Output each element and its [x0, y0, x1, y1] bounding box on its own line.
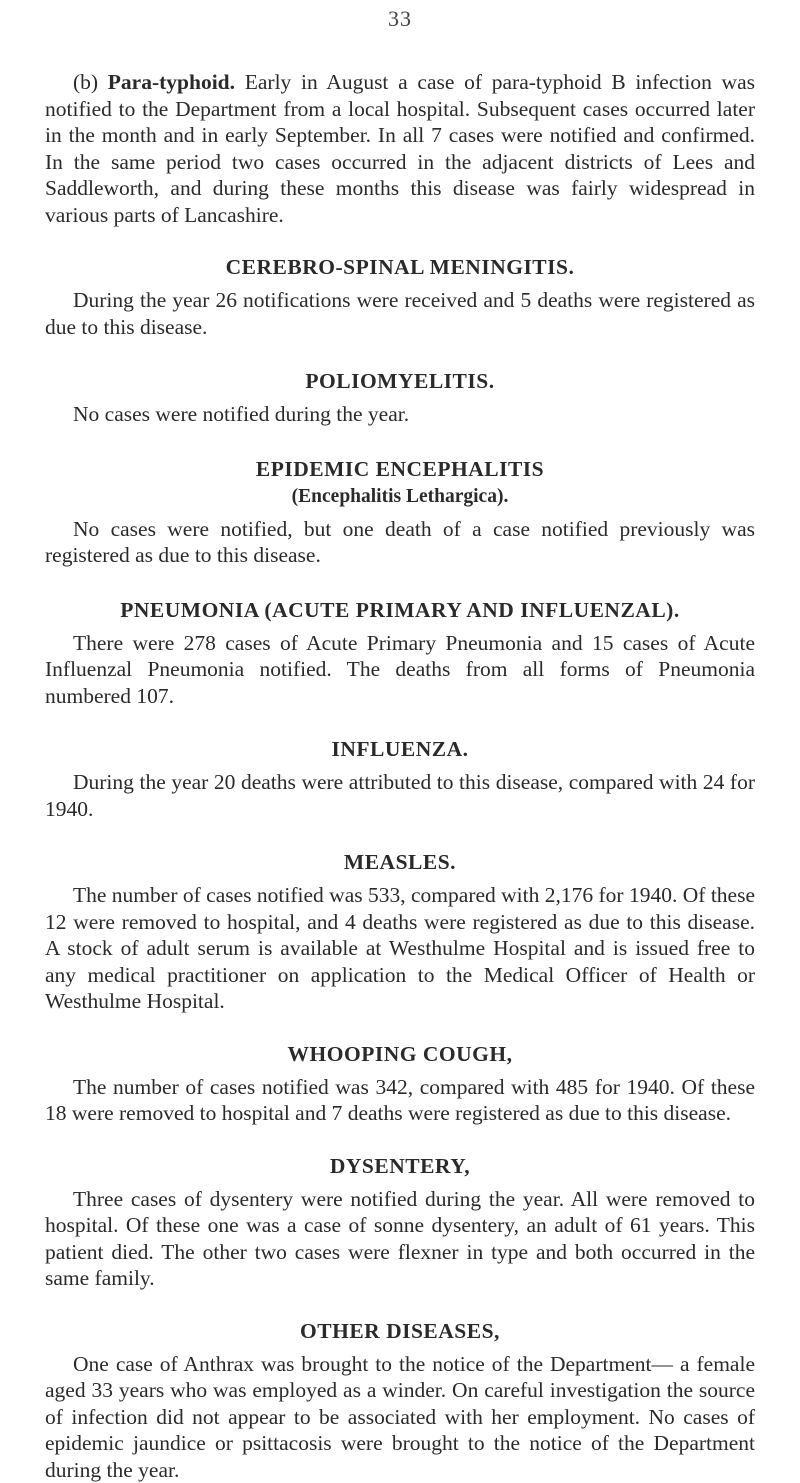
- paratyphoid-label: (b): [73, 70, 108, 94]
- encephalitis-heading: EPIDEMIC ENCEPHALITIS: [45, 456, 755, 482]
- paratyphoid-paragraph: [45, 69, 755, 228]
- meningitis-paragraph: During the year 26 notifications were received and 5 deaths were registered as due to this disease.: [45, 287, 755, 340]
- meningitis-heading: CEREBRO-SPINAL MENINGITIS.: [45, 254, 755, 280]
- measles-paragraph: The number of cases notified was 533, compared with 2,176 for 1940. Of these 12 were removed to hospital, and 4 deaths were registered as due to this disease. A stock of adult serum is available at Westhulme Hospital and is issued free to any medical practitioner on application to the Medical Officer of Health or Westhulme Hospital.: [45, 882, 755, 1015]
- dysentery-heading: DYSENTERY,: [45, 1153, 755, 1179]
- measles-heading: MEASLES.: [45, 849, 755, 875]
- influenza-heading: INFLUENZA.: [45, 736, 755, 762]
- pneumonia-heading: PNEUMONIA (ACUTE PRIMARY AND INFLUENZAL).: [45, 597, 755, 623]
- dysentery-paragraph: Three cases of dysentery were notified during the year. All were removed to hospital. Of these one was a case of sonne dysentery, an adult of 61 years. This patient died. The other two cases were flexner in type and both occurred in the same family.: [45, 1186, 755, 1292]
- whooping-cough-heading: WHOOPING COUGH,: [45, 1041, 755, 1067]
- page-number: 33: [45, 6, 755, 36]
- encephalitis-subheading: (Encephalitis Lethargica).: [45, 484, 755, 510]
- document-page: [45, 0, 755, 1483]
- encephalitis-paragraph: No cases were notified, but one death of a case notified previously was registered as due to this disease.: [45, 516, 755, 569]
- other-diseases-paragraph: One case of Anthrax was brought to the notice of the Department— a female aged 33 years who was employed as a winder. On careful investigation the source of infection did not appear to be associated with her employment. No cases of epidemic jaundice or psittacosis were brought to the notice of the Department during the year.: [45, 1351, 755, 1483]
- pneumonia-paragraph: There were 278 cases of Acute Primary Pneumonia and 15 cases of Acute Influenzal Pneumonia notified. The deaths from all forms of Pneumonia numbered 107.: [45, 630, 755, 710]
- poliomyelitis-heading: POLIOMYELITIS.: [45, 368, 755, 394]
- whooping-cough-paragraph: The number of cases notified was 342, compared with 485 for 1940. Of these 18 were removed to hospital and 7 deaths were registered as due to this disease.: [45, 1074, 755, 1127]
- paratyphoid-text: Early in August a case of para-typhoid B infection was notified to the Department from a local hospital. Subsequent cases occurred later in the month and in early September. In all 7 cases were notified and confirmed. In the same period two cases occurred in the adjacent districts of Lees and Saddleworth, and during these months this disease was fairly widespread in various parts of Lancashire.: [45, 70, 755, 227]
- influenza-paragraph: During the year 20 deaths were attributed to this disease, compared with 24 for 1940.: [45, 769, 755, 822]
- poliomyelitis-paragraph: No cases were notified during the year.: [45, 401, 755, 428]
- paratyphoid-title: Para-typhoid.: [108, 70, 235, 94]
- other-diseases-heading: OTHER DISEASES,: [45, 1318, 755, 1344]
